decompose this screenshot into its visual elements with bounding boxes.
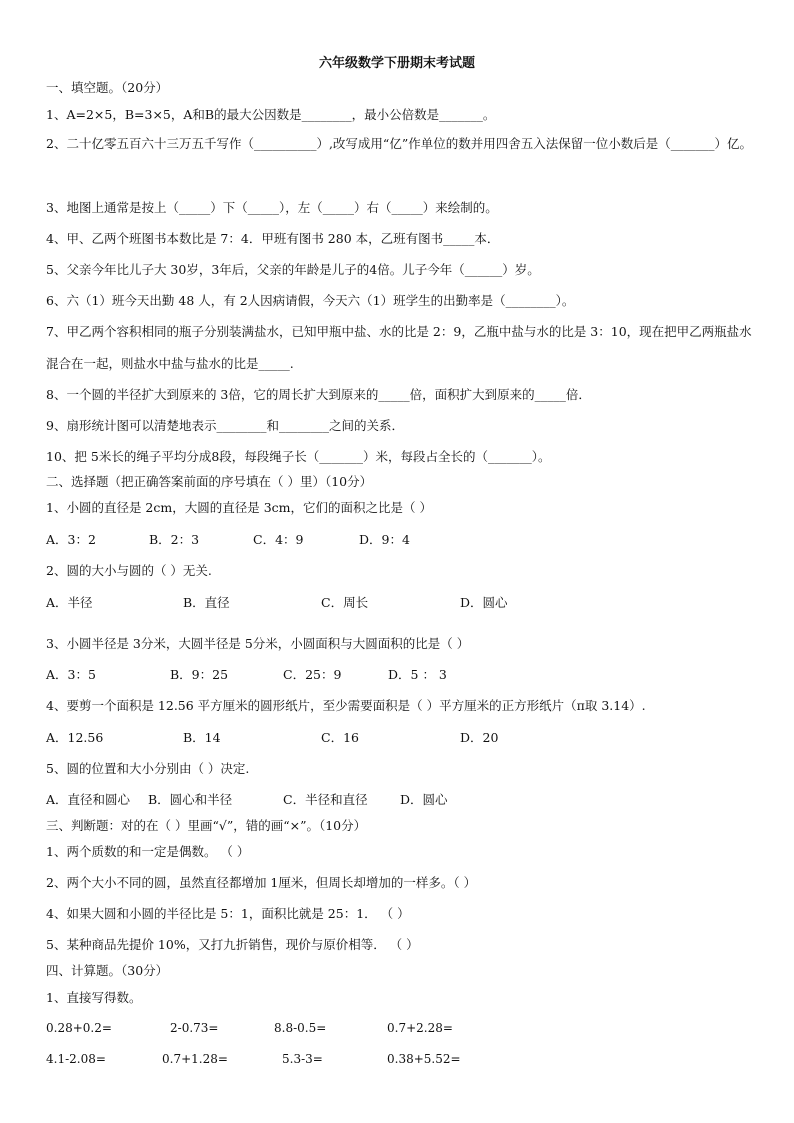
- question-fill-10: 10、把 5米长的绳子平均分成8段，每段绳子长（_______）米，每段占全长的（_______）。: [46, 449, 551, 464]
- question-fill-5: 5、父亲今年比儿子大 30岁，3年后，父亲的年龄是儿子的4倍。儿子今年（______）岁。: [46, 262, 540, 277]
- question-fill-4: 4、甲、乙两个班图书本数比是 7：4．甲班有图书 280 本，乙班有图书_____本．: [46, 231, 500, 246]
- option-a: A．3：2: [46, 532, 96, 547]
- calc-item: 5.3-3=: [282, 1052, 323, 1066]
- option-c: C．周长: [321, 595, 369, 610]
- option-c: C．25：9: [283, 667, 342, 682]
- options-choice-2: [46, 595, 758, 611]
- section-heading-judge: 三、判断题：对的在（ ）里画“√”，错的画“×”。（10分）: [46, 818, 367, 833]
- option-a: A．12.56: [46, 730, 104, 745]
- question-fill-2: 2、二十亿零五百六十三万五千写作（__________）,改写成用“亿”作单位的数并用四舍五入法保留一位小数后是（_______）亿。: [46, 136, 752, 151]
- question-judge-2: 2、两个大小不同的圆，虽然直径都增加 1厘米，但周长却增加的一样多。（ ）: [46, 875, 477, 890]
- options-choice-4: [46, 730, 758, 746]
- option-d: D．9：4: [359, 532, 410, 547]
- question-judge-5: 5、某种商品先提价 10%，又打九折销售，现价与原价相等． （ ）: [46, 937, 419, 952]
- option-c: C．4：9: [253, 532, 304, 547]
- option-b: B．直径: [183, 595, 230, 610]
- option-c: C．16: [321, 730, 359, 745]
- option-a: A．3：5: [46, 667, 96, 682]
- question-choice-3: 3、小圆半径是 3分米，大圆半径是 5分米，小圆面积与大圆面积的比是（ ）: [46, 636, 470, 651]
- question-judge-4: 4、如果大圆和小圆的半径比是 5：1，面积比就是 25：1． （ ）: [46, 906, 410, 921]
- question-choice-2: 2、圆的大小与圆的（ ）无关.: [46, 563, 212, 578]
- calc-item: 4.1-2.08=: [46, 1052, 106, 1066]
- option-b: B．圆心和半径: [148, 792, 233, 807]
- options-choice-5: [46, 792, 758, 808]
- question-fill-7: 7、甲乙两个容积相同的瓶子分别装满盐水，已知甲瓶中盐、水的比是 2：9，乙瓶中盐与水的比是 3：10，现在把甲乙两瓶盐水混合在一起，则盐水中盐与盐水的比是_____.: [46, 324, 752, 371]
- option-a: A．半径: [46, 595, 93, 610]
- option-b: B．14: [183, 730, 221, 745]
- calc-item: 0.38+5.52=: [387, 1052, 461, 1066]
- section-heading-fill: 一、填空题。（20分）: [46, 80, 169, 95]
- question-fill-9: 9、扇形统计图可以清楚地表示________和________之间的关系．: [46, 418, 404, 433]
- calc-item: 8.8-0.5=: [274, 1021, 327, 1035]
- calc-item: 0.28+0.2=: [46, 1021, 112, 1035]
- option-b: B．9：25: [170, 667, 229, 682]
- calc-item: 0.7+1.28=: [162, 1052, 228, 1066]
- question-fill-6: 6、六（1）班今天出勤 48 人，有 2人因病请假，今天六（1）班学生的出勤率是（________）。: [46, 293, 575, 308]
- question-fill-1: 1、A=2×5，B=3×5，A和B的最大公因数是________，最小公倍数是_______。: [46, 107, 496, 122]
- option-c: C．半径和直径: [283, 792, 368, 807]
- calc-item: 2-0.73=: [170, 1021, 219, 1035]
- question-fill-3: 3、地图上通常是按上（_____）下（_____），左（_____）右（_____）来绘制的。: [46, 200, 498, 215]
- question-judge-1: 1、两个质数的和一定是偶数。 （ ）: [46, 844, 250, 859]
- calc-row-1: [46, 1020, 758, 1036]
- option-b: B．2：3: [149, 532, 200, 547]
- calc-item: 0.7+2.28=: [387, 1021, 453, 1035]
- calc-row-2: [46, 1051, 758, 1067]
- question-fill-8: 8、一个圆的半径扩大到原来的 3倍，它的周长扩大到原来的_____倍，面积扩大到原来的_____倍．: [46, 387, 591, 402]
- option-d: D．20: [460, 730, 499, 745]
- question-choice-4: 4、要剪一个面积是 12.56 平方厘米的圆形纸片，至少需要面积是（ ）平方厘米的正方形纸片（π取 3.14）.: [46, 698, 646, 713]
- options-choice-1: [46, 532, 758, 548]
- option-d: D．5 ： 3: [388, 667, 447, 682]
- section-heading-calc: 四、计算题。（30分）: [46, 963, 169, 978]
- question-choice-1: 1、小圆的直径是 2cm，大圆的直径是 3cm，它们的面积之比是（ ）: [46, 500, 432, 515]
- option-a: A．直径和圆心: [46, 792, 131, 807]
- option-d: D．圆心: [460, 595, 508, 610]
- section-heading-choice: 二、选择题（把正确答案前面的序号填在（ ）里）（10分）: [46, 474, 373, 489]
- option-d: D．圆心: [400, 792, 448, 807]
- question-choice-5: 5、圆的位置和大小分别由（ ）决定.: [46, 761, 250, 776]
- page-title: 六年级数学下册期末考试题: [318, 56, 475, 71]
- question-calc-1: 1、直接写得数。: [46, 990, 142, 1005]
- options-choice-3: [46, 667, 758, 683]
